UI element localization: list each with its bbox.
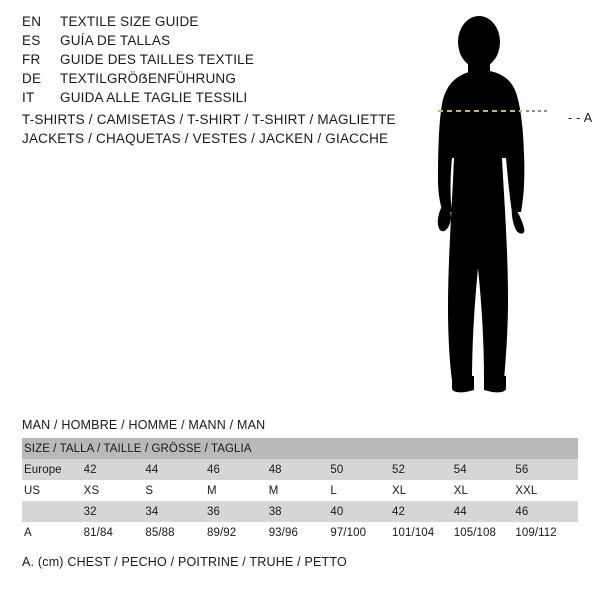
table-title: MAN / HOMBRE / HOMME / MANN / MAN (22, 418, 266, 432)
row-label: US (22, 480, 84, 501)
table-cell: XL (392, 480, 454, 501)
table-cell: 38 (269, 501, 331, 522)
language-header-block (22, 14, 422, 109)
language-code: EN (22, 14, 42, 29)
table-cell: 56 (515, 459, 578, 480)
table-row (22, 459, 578, 480)
table-cell: 85/88 (145, 522, 207, 543)
category-block (22, 110, 442, 148)
category-line-tshirts: T-SHIRTS / CAMISETAS / T-SHIRT / T-SHIRT / MAGLIETTE (22, 112, 396, 127)
language-row (22, 14, 422, 33)
table-cell: 34 (145, 501, 207, 522)
size-table (22, 438, 578, 543)
table-cell: 44 (145, 459, 207, 480)
table-row (22, 522, 578, 543)
language-code: ES (22, 33, 41, 48)
table-cell: M (269, 480, 331, 501)
language-code: IT (22, 90, 35, 105)
language-row (22, 71, 422, 90)
size-table-area (22, 418, 578, 569)
figure-illustration (400, 8, 600, 398)
table-cell: 46 (207, 459, 269, 480)
table-cell: 105/108 (454, 522, 516, 543)
table-cell: 40 (330, 501, 392, 522)
table-cell: 52 (392, 459, 454, 480)
table-cell: 93/96 (269, 522, 331, 543)
row-label (22, 501, 84, 522)
table-cell: 42 (84, 459, 146, 480)
table-cell: XL (454, 480, 516, 501)
table-cell: 50 (330, 459, 392, 480)
table-cell: 46 (515, 501, 578, 522)
table-cell: XXL (515, 480, 578, 501)
language-title: GUÍA DE TALLAS (60, 33, 171, 48)
chest-measure-label: - - A (568, 111, 593, 125)
language-code: DE (22, 71, 42, 86)
table-cell: 44 (454, 501, 516, 522)
table-row (22, 480, 578, 501)
table-cell: 42 (392, 501, 454, 522)
table-cell: 54 (454, 459, 516, 480)
table-cell: L (330, 480, 392, 501)
language-row (22, 33, 422, 52)
language-row (22, 52, 422, 71)
table-header-row (22, 438, 578, 459)
language-title: TEXTILGRÖẞENFÜHRUNG (60, 71, 237, 86)
table-cell: 32 (84, 501, 146, 522)
row-label: A (22, 522, 84, 543)
table-cell: S (145, 480, 207, 501)
table-header-label: SIZE / TALLA / TAILLE / GRÖSSE / TAGLIA (22, 438, 578, 459)
table-cell: 89/92 (207, 522, 269, 543)
language-code: FR (22, 52, 41, 67)
table-cell: 81/84 (84, 522, 146, 543)
language-title: TEXTILE SIZE GUIDE (60, 14, 199, 29)
table-cell: 101/104 (392, 522, 454, 543)
language-title: GUIDE DES TAILLES TEXTILE (60, 52, 255, 67)
table-cell: XS (84, 480, 146, 501)
table-cell: 97/100 (330, 522, 392, 543)
table-cell: 48 (269, 459, 331, 480)
table-cell: 36 (207, 501, 269, 522)
language-row (22, 90, 422, 109)
table-cell: 109/112 (515, 522, 578, 543)
language-title: GUIDA ALLE TAGLIE TESSILI (60, 90, 248, 105)
male-silhouette-icon (400, 8, 600, 398)
table-cell: M (207, 480, 269, 501)
category-line-jackets: JACKETS / CHAQUETAS / VESTES / JACKEN / GIACCHE (22, 131, 389, 146)
row-label: Europe (22, 459, 84, 480)
table-row (22, 501, 578, 522)
table-footnote: A. (cm) CHEST / PECHO / POITRINE / TRUHE / PETTO (22, 555, 347, 569)
